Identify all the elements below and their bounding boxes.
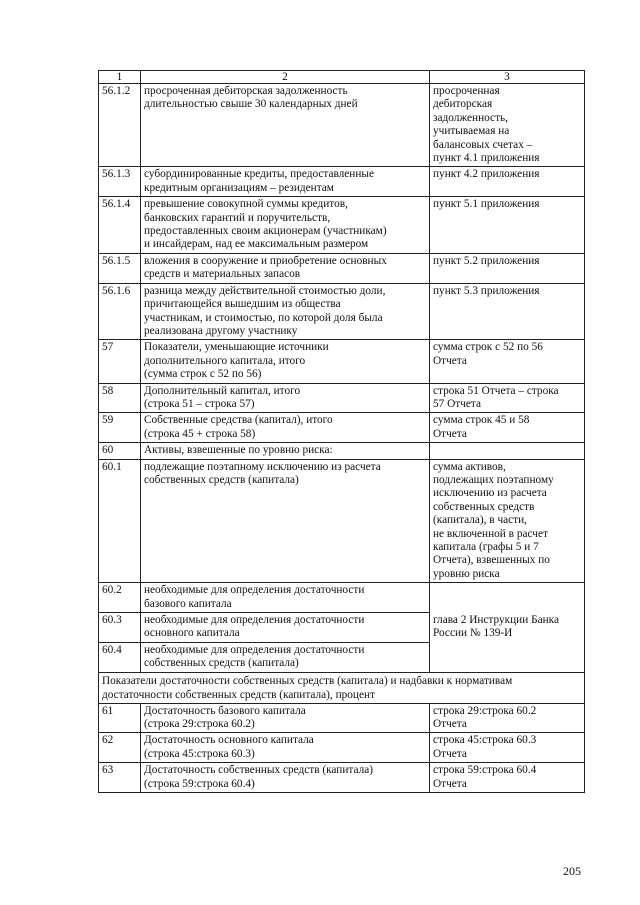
row-description: Собственные средства (капитал), итого (строка 45 + строка 58) [141, 413, 430, 443]
row-reference: сумма активов, подлежащих поэтапному исключению из расчета собственных средств (капитала), в части, не включенной в расчет капитала (графы 5 и 7 Отчета), взвешенных по уровню риска [430, 459, 585, 583]
table-row [99, 340, 585, 383]
row-reference [430, 443, 585, 459]
row-description: превышение совокупной суммы кредитов, банковских гарантий и поручительств, предоставленных своим акционерам (участникам) и инсайдерам, над ее максимальным размером [141, 197, 430, 254]
page-number: 205 [563, 864, 581, 878]
table-row [99, 459, 585, 583]
table-row [99, 167, 585, 197]
table-row [99, 413, 585, 443]
table-row [99, 383, 585, 413]
table-row [99, 197, 585, 254]
merged-reference: глава 2 Инструкции Банка России № 139-И [430, 583, 585, 672]
table-row [99, 763, 585, 793]
row-description: необходимые для определения достаточности собственных средств (капитала) [141, 642, 430, 672]
row-description: Активы, взвешенные по уровню риска: [141, 443, 430, 459]
row-reference: строка 29:строка 60.2 Отчета [430, 703, 585, 733]
row-reference: строка 59:строка 60.4 Отчета [430, 763, 585, 793]
row-description: Достаточность базового капитала (строка 29:строка 60.2) [141, 703, 430, 733]
row-description: Достаточность собственных средств (капитала) (строка 59:строка 60.4) [141, 763, 430, 793]
table-row [99, 443, 585, 459]
table-row [99, 283, 585, 340]
report-table [98, 70, 585, 793]
row-reference: пункт 5.2 приложения [430, 253, 585, 283]
row-reference: строка 45:строка 60.3 Отчета [430, 733, 585, 763]
row-number: 56.1.3 [99, 167, 141, 197]
row-number: 60 [99, 443, 141, 459]
table-row [99, 253, 585, 283]
table-row [99, 703, 585, 733]
table-row [99, 733, 585, 763]
row-number: 61 [99, 703, 141, 733]
row-number: 60.1 [99, 459, 141, 583]
row-number: 60.3 [99, 613, 141, 643]
row-reference: просроченная дебиторская задолженность, учитываемая на балансовых счетах – пункт 4.1 приложения [430, 84, 585, 167]
row-reference: строка 51 Отчета – строка 57 Отчета [430, 383, 585, 413]
row-number: 62 [99, 733, 141, 763]
row-description: подлежащие поэтапному исключению из расчета собственных средств (капитала) [141, 459, 430, 583]
row-reference: пункт 4.2 приложения [430, 167, 585, 197]
row-reference: пункт 5.3 приложения [430, 283, 585, 340]
column-header-1: 1 [99, 71, 141, 84]
row-description: разница между действительной стоимостью доли, причитающейся вышедшим из общества участникам, и стоимостью, по которой доля была реализована другому участнику [141, 283, 430, 340]
row-description: просроченная дебиторская задолженность длительностью свыше 30 календарных дней [141, 84, 430, 167]
row-number: 56.1.5 [99, 253, 141, 283]
row-reference: сумма строк 45 и 58 Отчета [430, 413, 585, 443]
row-description: Дополнительный капитал, итого (строка 51 – строка 57) [141, 383, 430, 413]
row-number: 57 [99, 340, 141, 383]
row-number: 63 [99, 763, 141, 793]
row-number: 56.1.2 [99, 84, 141, 167]
row-number: 56.1.4 [99, 197, 141, 254]
row-number: 56.1.6 [99, 283, 141, 340]
column-header-2: 2 [141, 71, 430, 84]
section-title-row [99, 672, 585, 703]
row-description: Достаточность основного капитала (строка 45:строка 60.3) [141, 733, 430, 763]
table-row [99, 84, 585, 167]
row-number: 59 [99, 413, 141, 443]
column-header-3: 3 [430, 71, 585, 84]
table-header-row [99, 71, 585, 84]
section-title: Показатели достаточности собственных средств (капитала) и надбавки к нормативам достаточности собственных средств (капитала), процент [99, 672, 585, 703]
row-reference: сумма строк с 52 по 56 Отчета [430, 340, 585, 383]
row-number: 60.2 [99, 583, 141, 613]
row-description: вложения в сооружение и приобретение основных средств и материальных запасов [141, 253, 430, 283]
row-reference: пункт 5.1 приложения [430, 197, 585, 254]
row-number: 60.4 [99, 642, 141, 672]
table-row [99, 583, 585, 613]
row-description: Показатели, уменьшающие источники дополнительного капитала, итого (сумма строк с 52 по 56) [141, 340, 430, 383]
row-description: необходимые для определения достаточности основного капитала [141, 613, 430, 643]
row-number: 58 [99, 383, 141, 413]
row-description: субординированные кредиты, предоставленные кредитным организациям – резидентам [141, 167, 430, 197]
row-description: необходимые для определения достаточности базового капитала [141, 583, 430, 613]
